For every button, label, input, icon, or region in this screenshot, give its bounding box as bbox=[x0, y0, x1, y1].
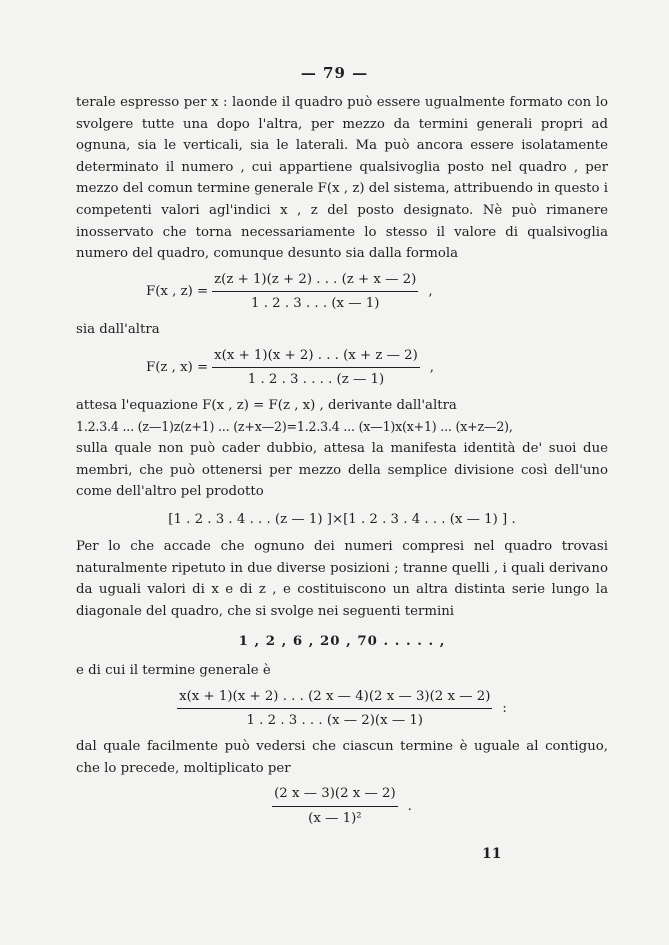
formula-1-denominator: 1 . 2 . 3 . . . (x — 1) bbox=[251, 296, 380, 312]
text-attesa-equazione: attesa l'equazione F(x , z) = F(z , x) , derivante dall'altra bbox=[76, 397, 457, 413]
formula-4-denominator: (x — 1)² bbox=[308, 810, 362, 826]
formula-2-punct: , bbox=[429, 359, 435, 375]
formula-2 bbox=[146, 345, 608, 391]
formula-2-lhs: F(z , x) = bbox=[146, 359, 209, 375]
formula-1 bbox=[146, 269, 608, 315]
diagonal-sequence: 1 , 2 , 6 , 20 , 70 . . . . . , bbox=[238, 633, 446, 649]
formula-1-fraction bbox=[212, 269, 418, 315]
formula-2-fraction bbox=[212, 345, 420, 391]
paragraph-2: sulla quale non può cader dubbio, attesa la manifesta identità de' suoi due membri, che può ottenersi per mezzo della semplice divisione così dell'uno come dell'altro pel prodotto bbox=[76, 440, 608, 500]
paragraph-1: terale espresso per x : laonde il quadro può essere ugualmente formato con lo svolgere tutte una dopo l'altra, per mezzo da termini generali propri ad ognuna, sia le verticali, sia le laterali. Ma può ancora essere isolatamente determinato il numero , cui appartiene qualsivoglia posto nel quadro , per mezzo del comun termine generale F(x , z) del sistema, attribuendo in questo i competenti valori agl'indici x , z del posto designato. Nè può rimanere inosservato che torna necessariamente lo stesso il valore di qualsivoglia numero del quadro, comunque desunto sia dalla formola bbox=[76, 95, 608, 262]
signature-mark: 11 bbox=[482, 846, 502, 862]
formula-1-punct: , bbox=[428, 284, 433, 300]
formula-3-punct: : bbox=[502, 701, 507, 717]
formula-3-denominator: 1 . 2 . 3 . . . (x — 2)(x — 1) bbox=[246, 713, 423, 729]
page-header-number: — 79 — bbox=[300, 64, 369, 82]
page-body bbox=[76, 92, 608, 833]
text-sia-dall-altra: sia dall'altra bbox=[76, 321, 160, 337]
paragraph-4: dal quale facilmente può vedersi che ciascun termine è uguale al contiguo, che lo precede, moltiplicato per bbox=[76, 739, 608, 776]
text-termine-generale: e di cui il termine generale è bbox=[76, 663, 271, 679]
paragraph-3: Per lo che accade che ognuno dei numeri compresi nel quadro trovasi naturalmente ripetuto in due diverse posizioni ; tranne quelli , i quali derivano da uguali valori di x e di z , e costituiscono un altra distinta serie lungo la diagonale del quadro, che si svolge nei seguenti termini bbox=[76, 539, 608, 620]
formula-3-numerator: x(x + 1)(x + 2) . . . (2 x — 4)(2 x — 3)(2 x — 2) bbox=[177, 686, 492, 710]
formula-4-fraction bbox=[272, 783, 398, 829]
product-line: [1 . 2 . 3 . 4 . . . (z — 1) ]×[1 . 2 . 3 . 4 . . . (x — 1) ] . bbox=[168, 511, 516, 527]
formula-2-numerator: x(x + 1)(x + 2) . . . (x + z — 2) bbox=[212, 345, 420, 369]
formula-4-numerator: (2 x — 3)(2 x — 2) bbox=[272, 783, 398, 807]
formula-1-lhs: F(x , z) = bbox=[146, 284, 209, 300]
formula-1-numerator: z(z + 1)(z + 2) . . . (z + x — 2) bbox=[212, 269, 418, 293]
formula-3 bbox=[76, 686, 608, 732]
formula-2-denominator: 1 . 2 . 3 . . . . (z — 1) bbox=[247, 372, 385, 388]
formula-4 bbox=[76, 783, 608, 829]
formula-4-punct: . bbox=[407, 798, 412, 814]
formula-3-fraction bbox=[177, 686, 492, 732]
equation-identity-line: 1.2.3.4 ... (z—1)z(z+1) ... (z+x—2)=1.2.3.4 ... (x—1)x(x+1) ... (x+z—2), bbox=[76, 419, 513, 435]
